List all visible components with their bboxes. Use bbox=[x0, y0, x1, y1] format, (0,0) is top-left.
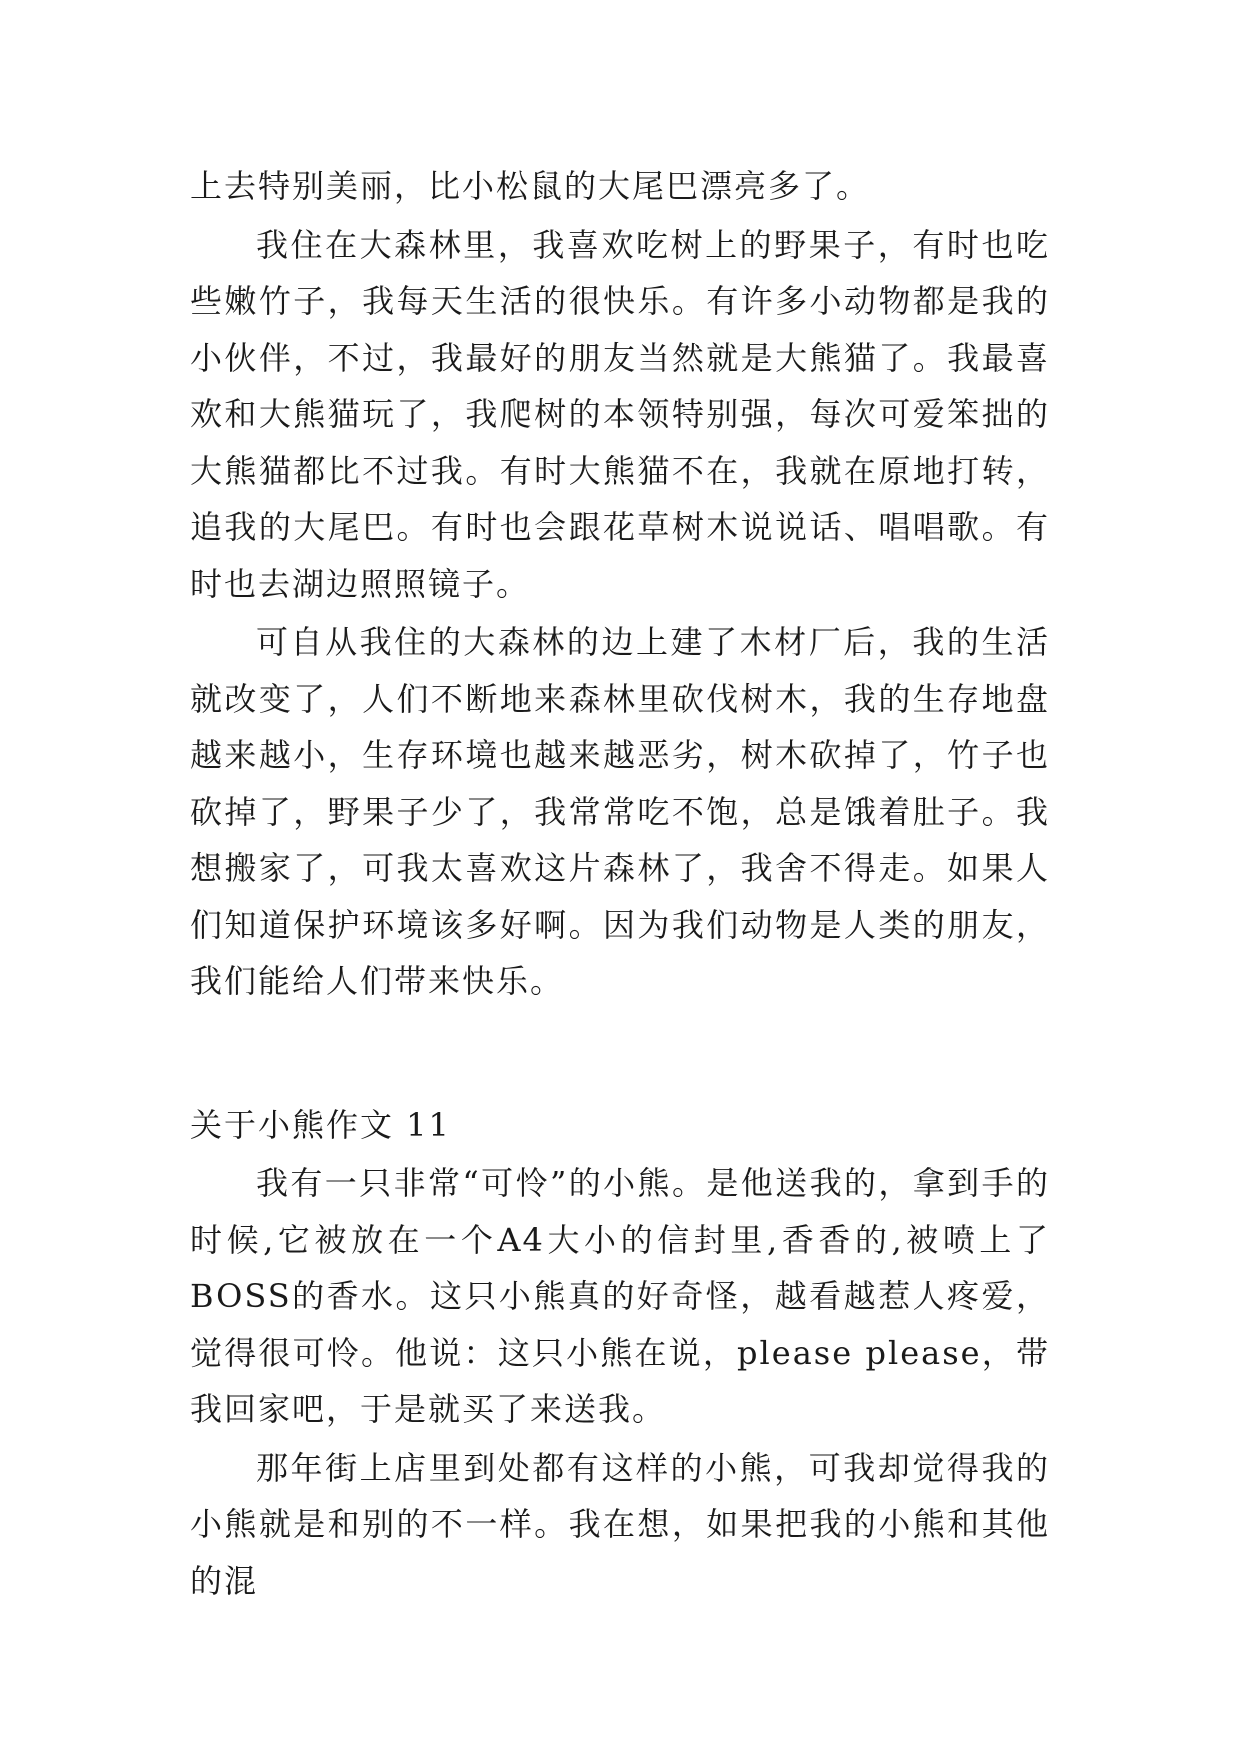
paragraph-street-bears: 那年街上店里到处都有这样的小熊，可我却觉得我的小熊就是和别的不一样。我在想，如果把我的小熊和其他的混 bbox=[190, 1448, 1050, 1600]
paragraph-lumber-mill: 可自从我住的大森林的边上建了木材厂后，我的生活就改变了，人们不断地来森林里砍伐树木，我的生存地盘越来越小，生存环境也越来越恶劣，树木砍掉了，竹子也砍掉了，野果子少了，我常常吃不饱，总是饿着肚子。我想搬家了，可我太喜欢这片森林了，我舍不得走。如果人们知道保护环境该多好啊。因为我们动物是人类的朋友，我们能给人们带来快乐。 bbox=[190, 623, 1050, 1000]
section-title: 关于小熊作文 11 bbox=[190, 1105, 451, 1144]
paragraph-forest-life: 我住在大森林里，我喜欢吃树上的野果子，有时也吃些嫩竹子，我每天生活的很快乐。有许多小动物都是我的小伙伴，不过，我最好的朋友当然就是大熊猫了。我最喜欢和大熊猫玩了，我爬树的本领特别强，每次可爱笨拙的大熊猫都比不过我。有时大熊猫不在，我就在原地打转，追我的大尾巴。有时也会跟花草树木说说话、唱唱歌。有时也去湖边照照镜子。 bbox=[190, 225, 1050, 603]
document-body bbox=[190, 158, 1050, 1609]
paragraph-pitiful-bear: 我有一只非常“可怜”的小熊。是他送我的，拿到手的时候,它被放在一个A4大小的信封里,香香的,被喷上了BOSS的香水。这只小熊真的好奇怪，越看越惹人疼爱，觉得很可怜。他说：这只小熊在说，please please，带我回家吧，于是就买了来送我。 bbox=[190, 1164, 1050, 1428]
paragraph-continued: 上去特别美丽，比小松鼠的大尾巴漂亮多了。 bbox=[190, 167, 871, 205]
